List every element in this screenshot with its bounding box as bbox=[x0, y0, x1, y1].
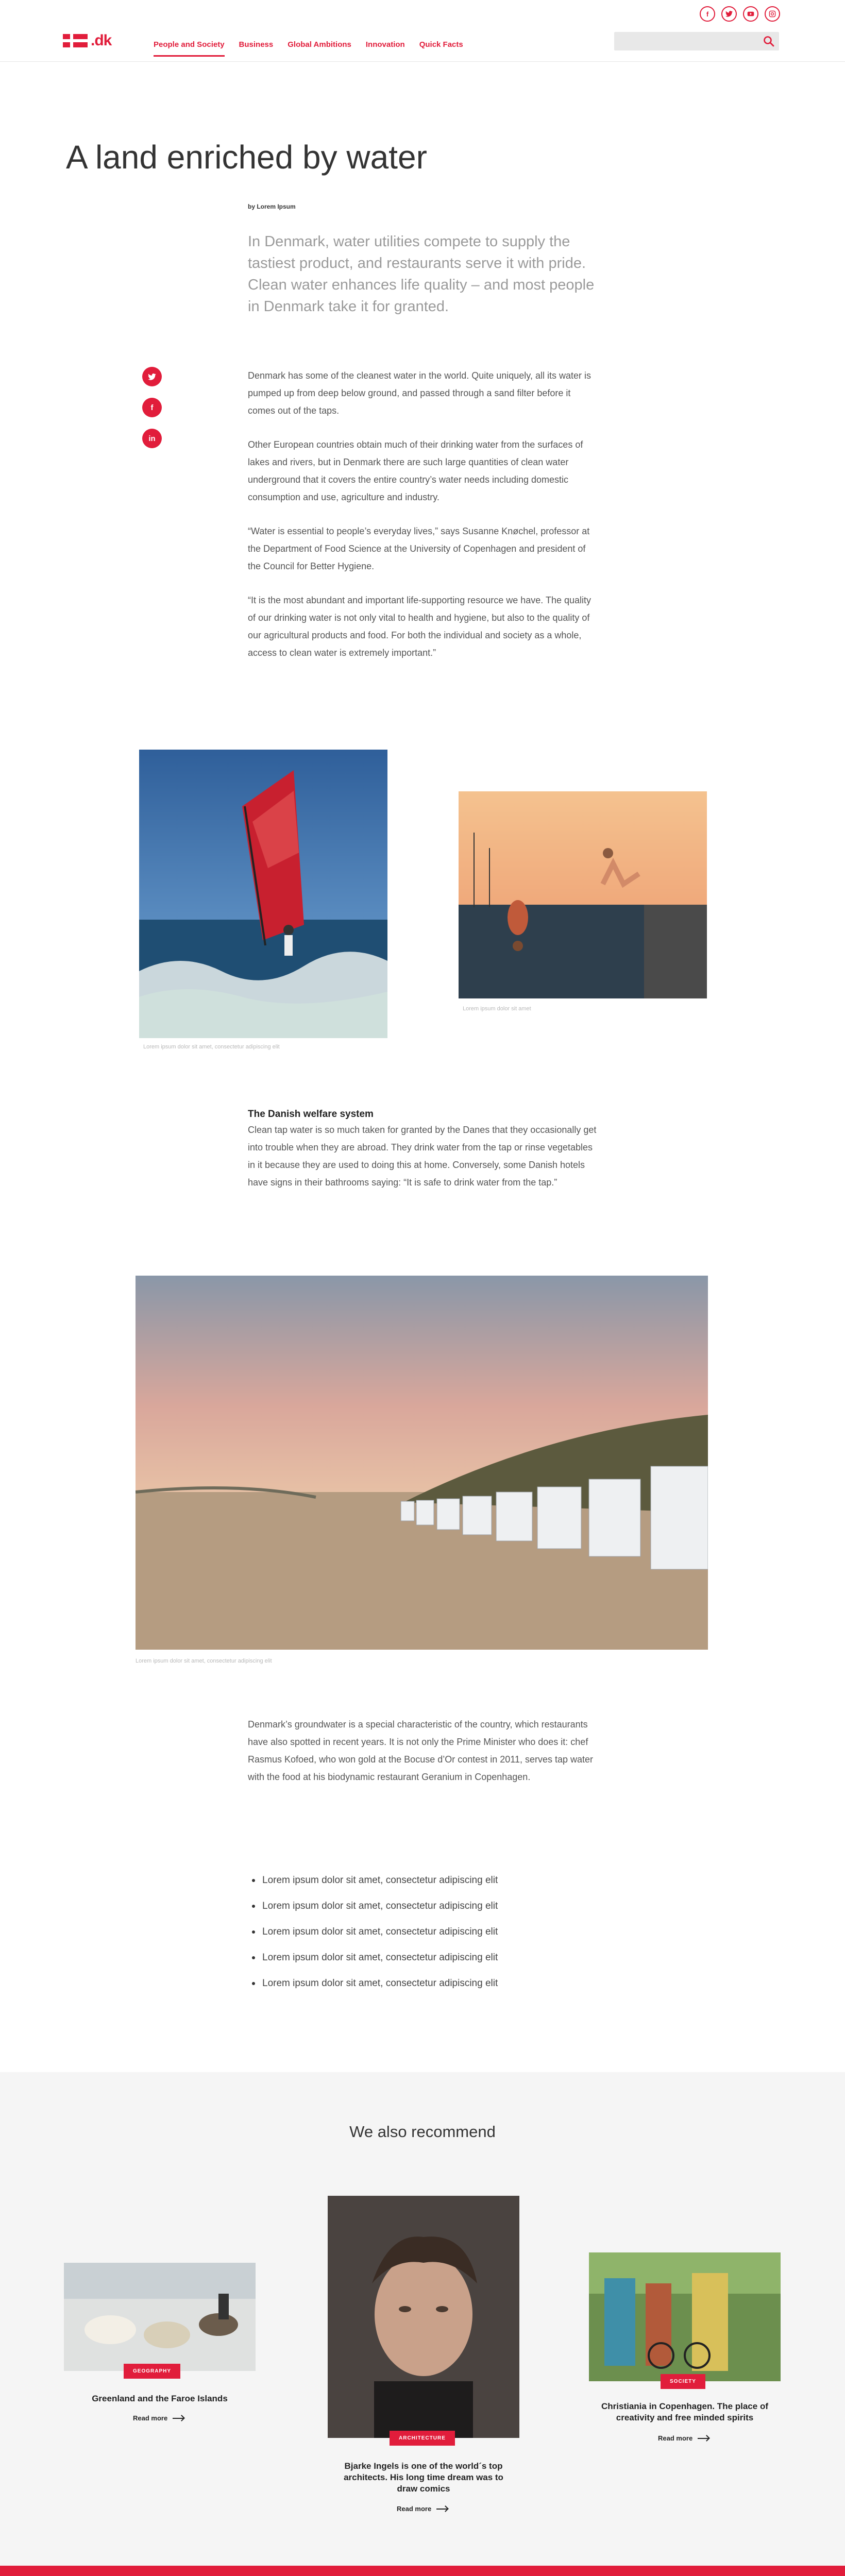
linkedin-icon[interactable]: in bbox=[142, 429, 162, 448]
jumping-kids-image bbox=[459, 791, 707, 998]
read-more-label: Read more bbox=[397, 2505, 432, 2513]
site-logo[interactable] bbox=[63, 34, 111, 47]
bullet-list bbox=[248, 1868, 598, 1996]
youtube-icon[interactable] bbox=[743, 6, 758, 22]
image-caption: Lorem ipsum dolor sit amet bbox=[463, 1006, 531, 1012]
read-more-label: Read more bbox=[133, 2414, 168, 2422]
site-header bbox=[0, 0, 845, 62]
twitter-icon[interactable] bbox=[721, 6, 737, 22]
read-more-link[interactable] bbox=[658, 2434, 709, 2442]
card-tag[interactable]: ARCHITECTURE bbox=[390, 2431, 455, 2446]
nav-item-quick-facts[interactable]: Quick Facts bbox=[419, 40, 463, 49]
list-item: Lorem ipsum dolor sit amet, consectetur adipiscing elit bbox=[248, 1893, 598, 1919]
card-tag[interactable]: GEOGRAPHY bbox=[124, 2364, 180, 2379]
share-buttons bbox=[142, 367, 162, 448]
list-item: Lorem ipsum dolor sit amet, consectetur adipiscing elit bbox=[248, 1945, 598, 1971]
card-title[interactable]: Bjarke Ingels is one of the world´s top architects. His long time dream was to draw comics bbox=[344, 2461, 503, 2494]
card-title[interactable]: Christiania in Copenhagen. The place of creativity and free minded spirits bbox=[601, 2401, 768, 2422]
groundwater-section bbox=[248, 1716, 598, 1802]
site-footer bbox=[0, 2566, 845, 2576]
read-more-link[interactable] bbox=[397, 2505, 448, 2513]
card-title[interactable]: Greenland and the Faroe Islands bbox=[92, 2394, 228, 2403]
nav-item-business[interactable]: Business bbox=[239, 40, 274, 49]
card-image-greenland[interactable] bbox=[64, 2263, 256, 2371]
byline: by Lorem Ipsum bbox=[248, 203, 296, 210]
twitter-icon[interactable] bbox=[142, 367, 162, 386]
article-paragraph: Denmark has some of the cleanest water in the world. Quite uniquely, all its water is pumped up from deep below ground, and passed through a sand filter before it comes out of the taps. bbox=[248, 370, 591, 416]
facebook-icon[interactable]: f bbox=[700, 6, 715, 22]
list-item: Lorem ipsum dolor sit amet, consectetur adipiscing elit bbox=[248, 1868, 598, 1893]
main-nav bbox=[154, 40, 463, 57]
article-paragraph: Denmark’s groundwater is a special characteristic of the country, which restaurants have also spotted in recent years. It is not only the Prime Minister who does it: chef Rasmus Kofoed, who won gold at the Bocuse d’Or contest in 2011, serves tap water with the food at his biodynamic restaurant Geranium in Copenhagen. bbox=[248, 1719, 594, 1782]
page-title: A land enriched by water bbox=[66, 139, 427, 176]
arrow-right-icon bbox=[173, 2418, 184, 2419]
nav-item-global-ambitions[interactable]: Global Ambitions bbox=[288, 40, 351, 49]
read-more-link[interactable] bbox=[133, 2414, 184, 2422]
recommend-title: We also recommend bbox=[349, 2123, 496, 2141]
lead-paragraph: In Denmark, water utilities compete to supply the tastiest product, and restaurants serve it with pride. Clean water enhances life quality – and most people in Denmark take it for granted. bbox=[248, 233, 595, 315]
arrow-right-icon bbox=[436, 2509, 448, 2510]
card-image-bjarke-ingels[interactable] bbox=[328, 2196, 519, 2438]
list-item: Lorem ipsum dolor sit amet, consectetur adipiscing elit bbox=[248, 1971, 598, 1996]
instagram-icon[interactable] bbox=[765, 6, 780, 22]
danish-flag-icon bbox=[63, 34, 88, 47]
section-heading: The Danish welfare system bbox=[248, 1109, 374, 1120]
read-more-label: Read more bbox=[658, 2434, 693, 2442]
image-caption: Lorem ipsum dolor sit amet, consectetur adipiscing elit bbox=[143, 1044, 280, 1050]
search-input[interactable] bbox=[614, 32, 779, 50]
article-paragraph: “Water is essential to people’s everyday lives,” says Susanne Knøchel, professor at the Department of Food Science at the University of Copenhagen and president of the Council for Better Hygiene. bbox=[248, 526, 590, 571]
welfare-section bbox=[248, 1108, 598, 1208]
header-social-links bbox=[700, 6, 780, 22]
logo-text: .dk bbox=[91, 32, 112, 49]
list-item: Lorem ipsum dolor sit amet, consectetur adipiscing elit bbox=[248, 1919, 598, 1945]
facebook-icon[interactable]: f bbox=[142, 398, 162, 417]
article-body bbox=[248, 367, 598, 678]
beach-huts-image bbox=[136, 1276, 708, 1650]
search-icon[interactable] bbox=[763, 35, 775, 47]
card-image-christiania[interactable] bbox=[589, 2252, 781, 2381]
article-paragraph: Clean tap water is so much taken for granted by the Danes that they occasionally get into trouble when they are abroad. They drink water from the tap or rinse vegetables in it because they are used to doing this at home. Conversely, some Danish hotels have signs in their bathrooms saying: “It is safe to drink water from the tap.” bbox=[248, 1125, 597, 1188]
card-tag[interactable]: SOCIETY bbox=[661, 2374, 705, 2389]
article-paragraph: “It is the most abundant and important life-supporting resource we have. The quality of our drinking water is not only vital to health and hygiene, but also to the quality of our agricultural products and food. For both the individual and society as a whole, access to clean water is extremely important.” bbox=[248, 595, 592, 658]
windsurfer-image bbox=[139, 750, 387, 1038]
nav-item-innovation[interactable]: Innovation bbox=[365, 40, 405, 49]
nav-item-people-and-society[interactable]: People and Society bbox=[154, 40, 225, 57]
image-caption: Lorem ipsum dolor sit amet, consectetur adipiscing elit bbox=[136, 1658, 272, 1664]
arrow-right-icon bbox=[698, 2438, 709, 2439]
article-paragraph: Other European countries obtain much of their drinking water from the surfaces of lakes and rivers, but in Denmark there are such large quantities of clean water underground that it covers the entire country’s water needs including domestic consumption and use, agriculture and industry. bbox=[248, 439, 583, 502]
